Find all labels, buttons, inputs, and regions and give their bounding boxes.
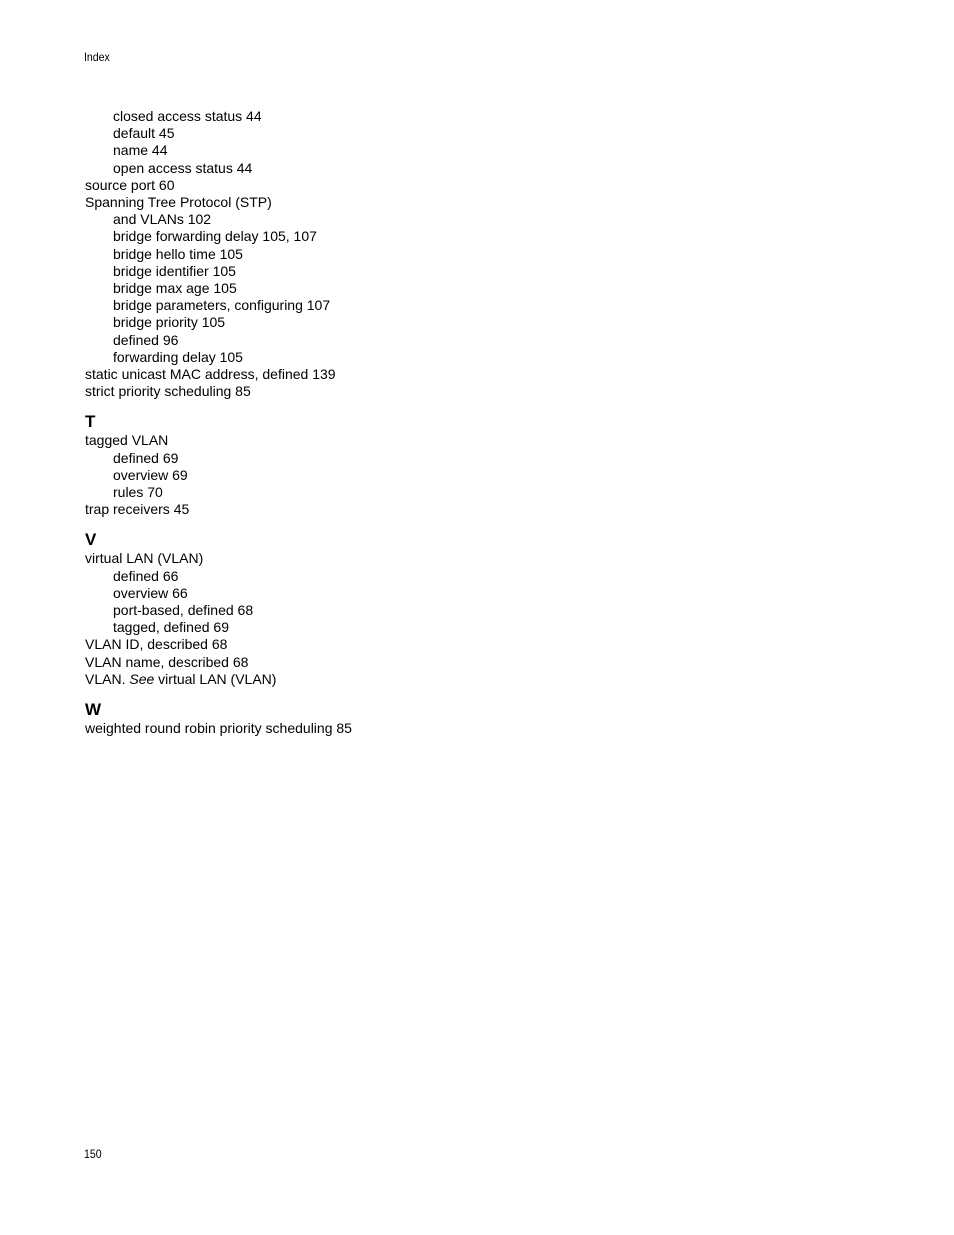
index-entry: source port 60 [85,176,175,193]
index-subentry: bridge forwarding delay 105, 107 [113,228,317,245]
index-entry: static unicast MAC address, defined 139 [85,366,336,383]
see-target: virtual LAN (VLAN) [154,670,277,687]
index-body [85,108,685,737]
index-entry: strict priority scheduling 85 [85,383,251,400]
index-subentry: and VLANs 102 [113,211,212,228]
index-subentry: bridge parameters, configuring 107 [113,297,331,314]
page-number: 150 [84,1147,102,1161]
index-group-t [85,412,685,518]
index-subentry: bridge hello time 105 [113,245,243,262]
index-subentry: defined 66 [113,567,179,584]
index-entry: tagged VLAN [85,432,169,449]
index-entry: weighted round robin priority scheduling 85 [85,720,352,737]
index-subentry: default 45 [113,125,175,142]
see-label: See [129,670,155,687]
index-entry: VLAN ID, described 68 [85,636,228,653]
index-group-v [85,530,685,688]
index-subentry: port-based, defined 68 [113,602,254,619]
index-group-s-continued [85,108,685,400]
index-subentry: defined 69 [113,449,179,466]
index-letter-heading: T [85,412,96,432]
running-header: Index [84,50,110,64]
index-subentry: rules 70 [113,484,163,501]
index-subentry: tagged, defined 69 [113,619,229,636]
index-subentry: closed access status 44 [113,108,262,124]
index-group-w [85,700,685,737]
index-subentry: open access status 44 [113,159,253,176]
index-subentry: bridge max age 105 [113,280,237,297]
index-subentry: name 44 [113,142,168,159]
index-entry: virtual LAN (VLAN) [85,550,204,567]
index-subentry: defined 96 [113,331,179,348]
index-letter-heading: V [85,530,97,550]
index-letter-heading: W [85,700,102,720]
index-entry-see-reference [85,671,685,688]
index-subentry: overview 69 [113,466,188,483]
index-subentry: forwarding delay 105 [113,348,243,365]
index-subentry: overview 66 [113,584,188,601]
index-entry: VLAN name, described 68 [85,653,249,670]
entry-term: VLAN. [85,670,130,687]
index-subentry: bridge identifier 105 [113,262,236,279]
index-subentry: bridge priority 105 [113,314,226,331]
index-entry: trap receivers 45 [85,501,190,518]
index-entry: Spanning Tree Protocol (STP) [85,194,272,211]
